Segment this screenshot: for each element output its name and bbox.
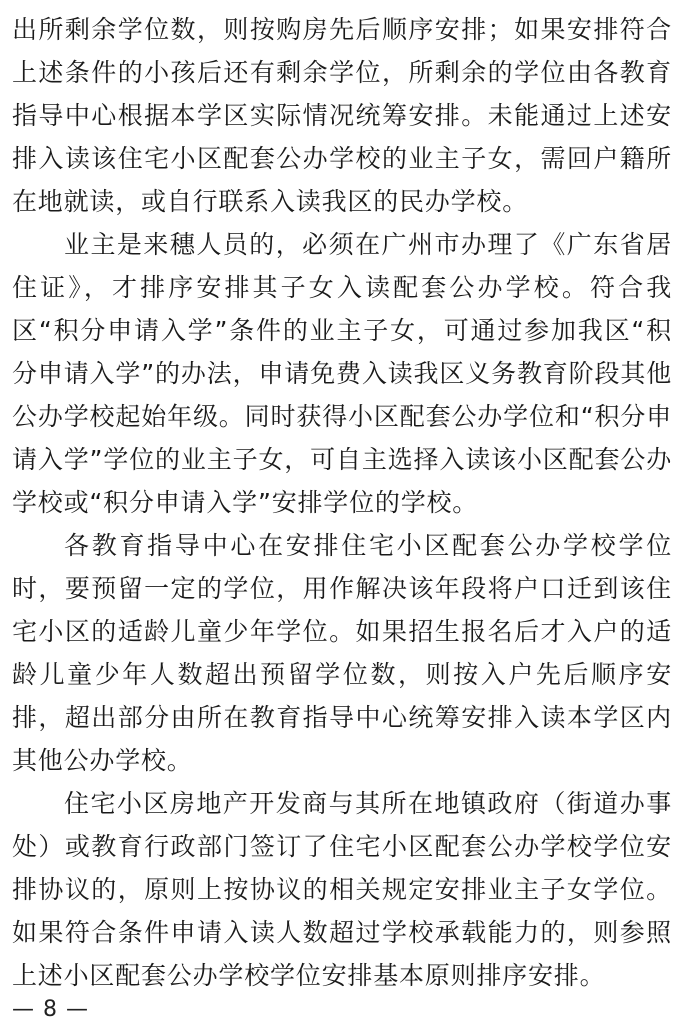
- paragraph-reserved-places: 各教育指导中心在安排住宅小区配套公办学校学位时，要预留一定的学位，用作解决该年段将户口迁到该住宅小区的适龄儿童少年学位。如果招生报名后才入户的适龄儿童少年人数超出预留学位数，则按入户先后顺序安排，超出部分由所在教育指导中心统筹安排入读本学区内其他公办学校。: [12, 531, 672, 775]
- paragraph-continuation: 出所剩余学位数，则按购房先后顺序安排；如果安排符合上述条件的小孩后还有剩余学位，所剩余的学位由各教育指导中心根据本学区实际情况统筹安排。未能通过上述安排入读该住宅小区配套公办学校的业主子女，需回户籍所在地就读，或自行联系入读我区的民办学校。: [12, 15, 672, 216]
- paragraph-developer-agreement: 住宅小区房地产开发商与其所在地镇政府（街道办事处）或教育行政部门签订了住宅小区配套公办学校学位安排协议的，原则上按协议的相关规定安排业主子女学位。如果符合条件申请入读人数超过学校承载能力的，则参照上述小区配套公办学校学位安排基本原则排序安排。: [12, 789, 672, 990]
- paragraph-migrant-owners: 业主是来穗人员的，必须在广州市办理了《广东省居住证》，才排序安排其子女入读配套公办学校。符合我区“积分申请入学”条件的业主子女，可通过参加我区“积分申请入学”的办法，申请免费入读我区义务教育阶段其他公办学校起始年级。同时获得小区配套公办学位和“积分申请入学”学位的业主子女，可自主选择入读该小区配套公办学校或“积分申请入学”安排学位的学校。: [12, 230, 672, 517]
- document-page: [12, 8, 672, 997]
- page-number: — 8 —: [12, 997, 89, 1022]
